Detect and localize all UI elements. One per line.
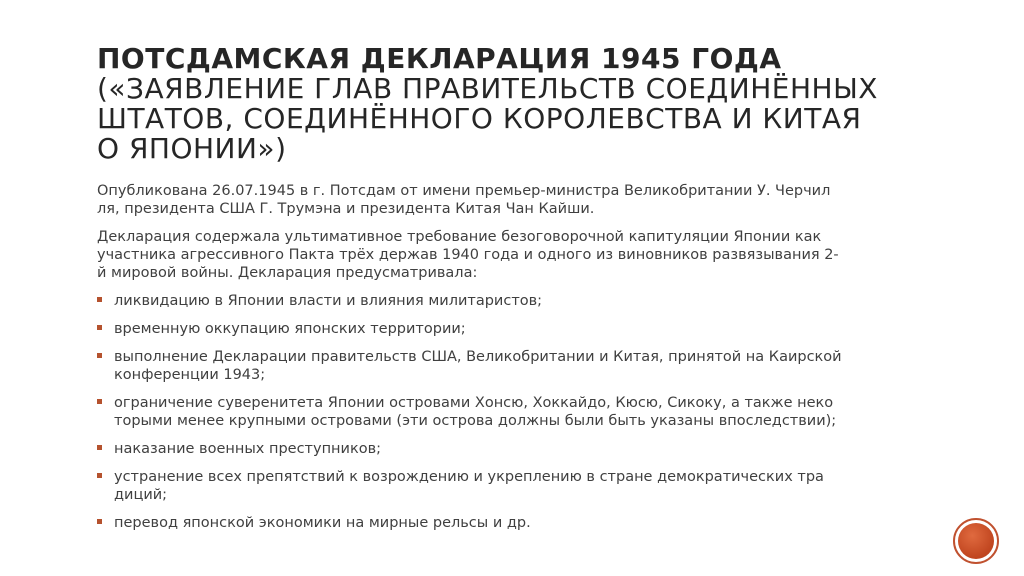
square-bullet-icon xyxy=(97,399,102,404)
title-line: ПОТСДАМСКАЯ ДЕКЛАРАЦИЯ 1945 ГОДА xyxy=(97,42,782,75)
list-item xyxy=(97,292,957,310)
bullet-line: устранение всех препятствий к возрождению и укреплению в стране демократических тра xyxy=(114,469,824,485)
square-bullet-icon xyxy=(97,473,102,478)
title-line: ШТАТОВ, СОЕДИНЁННОГО КОРОЛЕВСТВА И КИТАЯ xyxy=(97,102,862,135)
slide-number xyxy=(958,523,994,559)
bullet-line: диций; xyxy=(114,487,168,503)
paragraph-line: й мировой войны. Декларация предусматривала: xyxy=(97,265,478,281)
provisions-list xyxy=(97,292,957,532)
bullet-line: выполнение Декларации правительств США, Великобритании и Китая, принятой на Каирской xyxy=(114,349,842,365)
title-line: («ЗАЯВЛЕНИЕ ГЛАВ ПРАВИТЕЛЬСТВ СОЕДИНЁННЫХ xyxy=(97,72,878,105)
intro-paragraph xyxy=(97,182,957,218)
bullet-line: временную оккупацию японских территории; xyxy=(114,321,466,337)
bullet-line: ограничение суверенитета Японии островами Хонсю, Хоккайдо, Кюсю, Сикоку, а также неко xyxy=(114,395,834,411)
square-bullet-icon xyxy=(97,445,102,450)
square-bullet-icon xyxy=(97,519,102,524)
bullet-line: перевод японской экономики на мирные рельсы и др. xyxy=(114,515,531,531)
list-item xyxy=(97,348,957,384)
square-bullet-icon xyxy=(97,297,102,302)
list-item xyxy=(97,468,957,504)
slide-title xyxy=(97,44,997,164)
paragraph-line: участника агрессивного Пакта трёх держав 1940 года и одного из виновников развязывания 2- xyxy=(97,247,839,263)
bullet-line: конференции 1943; xyxy=(114,367,266,383)
slide-body xyxy=(97,182,957,542)
square-bullet-icon xyxy=(97,325,102,330)
bullet-line: торыми менее крупными островами (эти острова должны были быть указаны впоследствии); xyxy=(114,413,837,429)
declaration-paragraph xyxy=(97,228,957,282)
list-item xyxy=(97,394,957,430)
bullet-line: наказание военных преступников; xyxy=(114,441,382,457)
slide-number-badge xyxy=(953,518,999,564)
paragraph-line: ля, президента США Г. Трумэна и президента Китая Чан Кайши. xyxy=(97,201,595,217)
paragraph-line: Декларация содержала ультимативное требование безоговорочной капитуляции Японии как xyxy=(97,229,822,245)
bullet-line: ликвидацию в Японии власти и влияния милитаристов; xyxy=(114,293,543,309)
square-bullet-icon xyxy=(97,353,102,358)
list-item xyxy=(97,514,957,532)
title-line: О ЯПОНИИ») xyxy=(97,132,287,165)
paragraph-line: Опубликована 26.07.1945 в г. Потсдам от имени премьер-министра Великобритании У. Черчил xyxy=(97,183,831,199)
list-item xyxy=(97,440,957,458)
list-item xyxy=(97,320,957,338)
